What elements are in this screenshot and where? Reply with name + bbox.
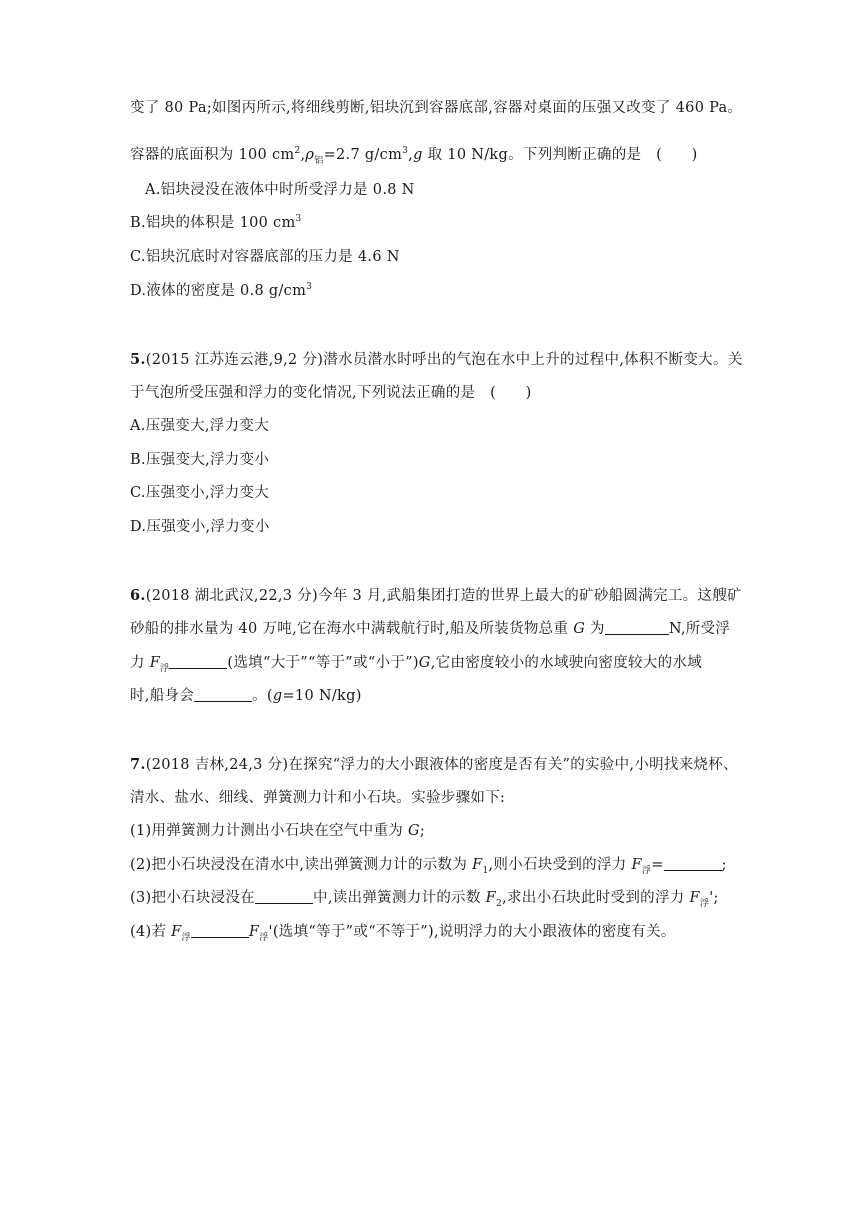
q5-option-a: A.压强变大,浮力变大 xyxy=(130,418,269,434)
q6-stem-line4: 时,船身会 。(g=10 N/kg) xyxy=(130,688,362,704)
q7-step-3: (3)把小石块浸没在 中,读出弹簧测力计的示数 $F_2$,求出小石块此时受到的浮力 $F_浮'$; xyxy=(130,890,719,909)
q6-stem-line3: 力 $F_浮$ (选填“大于”“等于”或“小于”)G,它由密度较小的水域驶向密度较大的水域 xyxy=(130,655,702,674)
q5-option-d: D.压强变小,浮力变小 xyxy=(130,519,270,535)
q7-step-4: (4)若 $F_浮$ $F_浮'$(选填“等于”或“不等于”),说明浮力的大小跟液体的密度有关。 xyxy=(130,924,676,943)
q4-option-d: D.液体的密度是 0.8 $g/cm^3$ xyxy=(130,282,313,299)
q6-stem-line2: 砂船的排水量为 40 万吨,它在海水中满载航行时,船及所装货物总重 G 为 N,所受浮 xyxy=(130,621,731,637)
q5-option-b: B.压强变大,浮力变小 xyxy=(130,452,270,468)
q7-stem-line2: 清水、盐水、细线、弹簧测力计和小石块。实验步骤如下: xyxy=(130,790,506,806)
q7-number: 7. xyxy=(130,756,146,773)
q7-step-1: (1)用弹簧测力计测出小石块在空气中重为 G; xyxy=(130,823,426,839)
answer-blank xyxy=(194,687,252,702)
answer-blank xyxy=(255,889,313,904)
answer-blank xyxy=(605,620,669,635)
q6-number: 6. xyxy=(130,587,146,604)
q4-stem-line1: 变了 80 Pa;如图丙所示,将细线剪断,铝块沉到容器底部,容器对桌面的压强又改变了 460 Pa。 xyxy=(130,100,743,116)
answer-blank xyxy=(169,654,227,669)
q7-step-2: (2)把小石块浸没在清水中,读出弹簧测力计的示数为 $F_1$,则小石块受到的浮力 $F_浮=$ ; xyxy=(130,857,727,876)
q5-number: 5. xyxy=(130,351,146,368)
q6-stem-line1: 6.(2018 湖北武汉,22,3 分)今年 3 月,武船集团打造的世界上最大的矿砂船圆满完工。这艘矿 xyxy=(130,587,742,604)
answer-blank xyxy=(664,856,722,871)
q4-option-a: A.铝块浸没在液体中时所受浮力是 0.8 N xyxy=(145,182,415,198)
q7-stem-line1: 7.(2018 吉林,24,3 分)在探究“浮力的大小跟液体的密度是否有关”的实验中,小明找来烧杯、 xyxy=(130,756,738,773)
q5-stem-line1: 5.(2015 江苏连云港,9,2 分)潜水员潜水时呼出的气泡在水中上升的过程中,体积不断变大。关 xyxy=(130,351,743,368)
q5-stem-line2: 于气泡所受压强和浮力的变化情况,下列说法正确的是 ( ) xyxy=(130,385,532,401)
q5-option-c: C.压强变小,浮力变大 xyxy=(130,485,270,501)
q4-stem-line2: 容器的底面积为 100 $cm^2,\rho_铝=2.7$ $g/cm^3,g$ 取 10 N/kg。下列判断正确的是 ( ) xyxy=(130,146,698,166)
answer-blank xyxy=(191,923,249,938)
q4-option-c: C.铝块沉底时对容器底部的压力是 4.6 N xyxy=(130,249,400,265)
q4-option-b: B.铝块的体积是 100 $cm^3$ xyxy=(130,214,302,231)
